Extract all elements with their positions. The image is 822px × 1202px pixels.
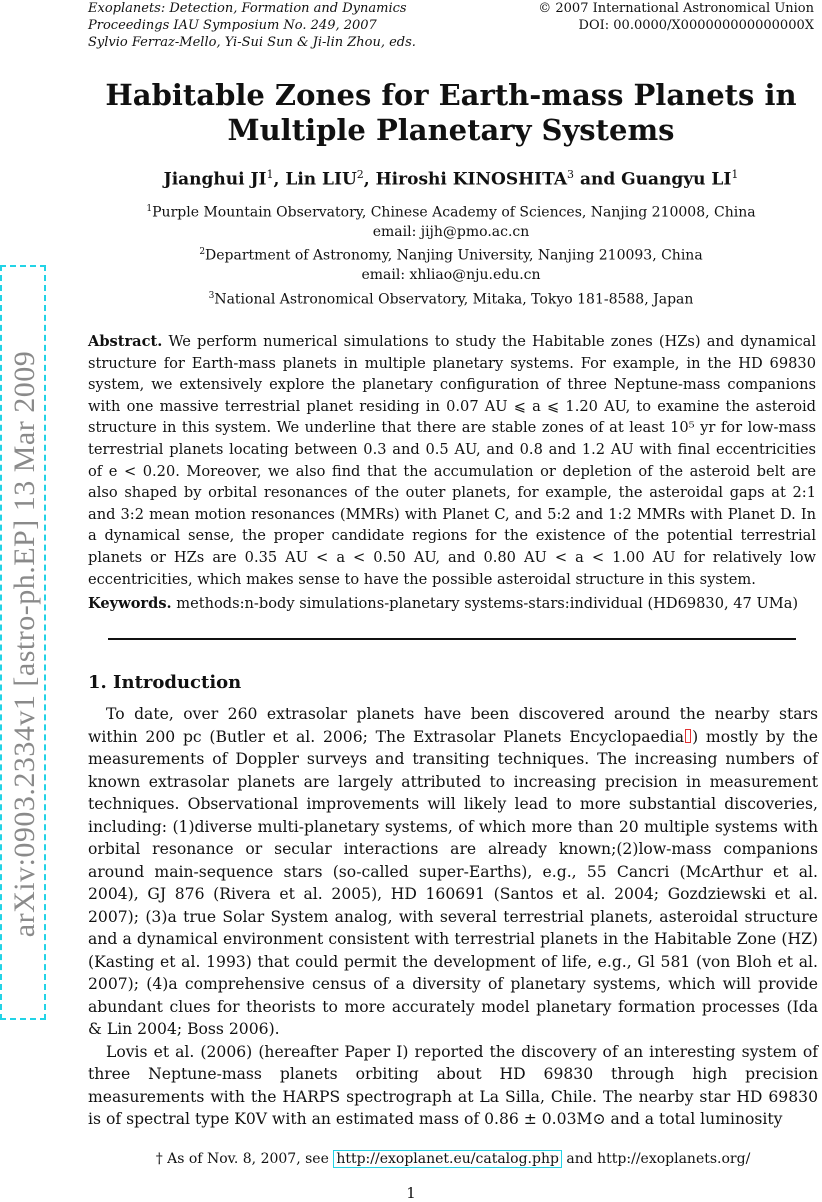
- arxiv-stamp: arXiv:0903.2334v1 [astro-ph.EP] 13 Mar 2009: [8, 350, 41, 938]
- page-number: 1: [406, 1184, 416, 1202]
- footnote-suffix: and http://exoplanets.org/: [566, 1151, 751, 1167]
- aff-text: Purple Mountain Observatory, Chinese Academy of Sciences, Nanjing 210008, China: [152, 204, 756, 221]
- affiliation-2: [86, 243, 816, 285]
- affiliation-1: [86, 200, 816, 242]
- header-line: Proceedings IAU Symposium No. 249, 2007: [88, 18, 377, 33]
- journal-header: [88, 0, 416, 51]
- keywords-label: Keywords.: [88, 595, 172, 612]
- abstract: [88, 331, 816, 590]
- abstract-text: We perform numerical simulations to study the Habitable zones (HZs) and dynamical structure for Earth-mass planets in multiple planetary systems. For example, in the HD 69830 system, we extensively explore the planetary configuration of three Neptune-mass companions with one massive terrestrial planet residing in 0.07 AU ⩽ a ⩽ 1.20 AU, to examine the asteroid structure in this system. We underline that there are stable zones of at least 10⁵ yr for low-mass terrestrial planets locating between 0.3 and 0.5 AU, and 0.8 and 1.2 AU with final eccentricities of e < 0.20. Moreover, we also find that the accumulation or depletion of the asteroid belt are also shaped by orbital resonances of the outer planets, for example, the asteroidal gaps at 2:1 and 3:2 mean motion resonances (MMRs) with Planet C, and 5:2 and 1:2 MMRs with Planet D. In a dynamical sense, the proper candidate regions for the existence of the potential terrestrial planets or HZs are 0.35 AU < a < 0.50 AU, and 0.80 AU < a < 1.00 AU for relatively low eccentricities, which makes sense to have the possible asteroidal structure in this system.: [88, 333, 816, 588]
- author-name: Jianghui JI: [163, 169, 267, 190]
- title-line: Habitable Zones for Earth-mass Planets in: [105, 78, 797, 112]
- author-sep: ,: [363, 169, 376, 190]
- section-heading: 1. Introduction: [88, 672, 242, 693]
- aff-email: email: jijh@pmo.ac.cn: [372, 223, 530, 240]
- introduction-body: [88, 703, 818, 1131]
- affiliation-3: [86, 287, 816, 310]
- author-list: [86, 168, 816, 190]
- paragraph: [88, 703, 818, 1041]
- header-line: Exoplanets: Detection, Formation and Dynamics: [88, 1, 407, 16]
- aff-sup: 2: [199, 247, 206, 257]
- doi-line: DOI: 00.0000/X000000000000000X: [578, 18, 814, 33]
- aff-text: National Astronomical Observatory, Mitaka, Tokyo 181-8588, Japan: [214, 291, 694, 308]
- para-text: To date, over 260 extrasolar planets have been discovered around the nearby stars within 200 pc (Butler et al. 2006; The Extrasolar Planets Encyclopaedia: [88, 705, 818, 746]
- copyright-line: © 2007 International Astronomical Union: [538, 1, 814, 16]
- catalog-link[interactable]: http://exoplanet.eu/catalog.php: [333, 1150, 562, 1168]
- paper-title: [86, 78, 816, 148]
- separator-rule: [108, 638, 796, 640]
- aff-email: email: xhliao@nju.edu.cn: [361, 266, 541, 283]
- title-line: Multiple Planetary Systems: [227, 113, 675, 147]
- aff-sup: 1: [146, 204, 153, 214]
- keywords-text: methods:n-body simulations-planetary systems-stars:individual (HD69830, 47 UMa): [176, 595, 799, 612]
- author-name: Hiroshi KINOSHITA: [375, 169, 568, 190]
- header-line: Sylvio Ferraz-Mello, Yi-Sui Sun & Ji-lin Zhou, eds.: [88, 35, 416, 50]
- footnote-prefix: † As of Nov. 8, 2007, see: [155, 1151, 329, 1167]
- author-name: Guangyu LI: [621, 169, 732, 190]
- para-text: ) mostly by the measurements of Doppler surveys and transiting techniques. The increasing numbers of known extrasolar planets are largely attributed to increasing precision in measurement techniques. Observational improvements will likely lead to more substantial discoveries, including: (1)diverse multi-planetary systems, of which more than 20 multiple systems with orbital resonance or secular interactions are already known;(2)low-mass companions around main-sequence stars (so-called super-Earths), e.g., 55 Cancri (McArthur et al. 2004), GJ 876 (Rivera et al. 2005), HD 160691 (Santos et al. 2004; Gozdziewski et al. 2007); (3)a true Solar System analog, with several terrestrial planets, asteroidal structure and a dynamical environment consistent with terrestrial planets in the Habitable Zone (HZ) (Kasting et al. 1993) that could permit the development of life, e.g., Gl 581 (von Bloh et al. 2007); (4)a comprehensive census of a diversity of planetary systems, which will provide abundant clues for theorists to more accurately model planetary formation processes (Ida & Lin 2004; Boss 2006).: [88, 727, 818, 1038]
- author-sup: 1: [266, 168, 274, 181]
- arxiv-stamp-link[interactable]: [0, 265, 46, 1020]
- author-and: and: [574, 169, 622, 190]
- author-sup: 3: [567, 168, 575, 181]
- abstract-label: Abstract.: [88, 333, 163, 350]
- author-sup: 1: [731, 168, 739, 181]
- author-name: Lin LIU: [285, 169, 357, 190]
- author-sup: 2: [356, 168, 364, 181]
- para-text: Lovis et al. (2006) (hereafter Paper I) reported the discovery of an interesting system of three Neptune-mass planets orbiting about HD 69830 through high precision measurements with the HARPS spectrograph at La Silla, Chile. The nearby star HD 69830 is of spectral type K0V with an estimated mass of 0.86 ± 0.03M⊙ and a total luminosity: [88, 1042, 818, 1128]
- footnote: [88, 1151, 818, 1167]
- footnote-marker-link[interactable]: [685, 729, 691, 743]
- keywords: [88, 595, 822, 612]
- author-sep: ,: [273, 169, 286, 190]
- aff-sup: 3: [208, 291, 215, 301]
- aff-text: Department of Astronomy, Nanjing University, Nanjing 210093, China: [205, 247, 703, 264]
- paragraph: [88, 1041, 818, 1131]
- copyright-block: [538, 0, 814, 34]
